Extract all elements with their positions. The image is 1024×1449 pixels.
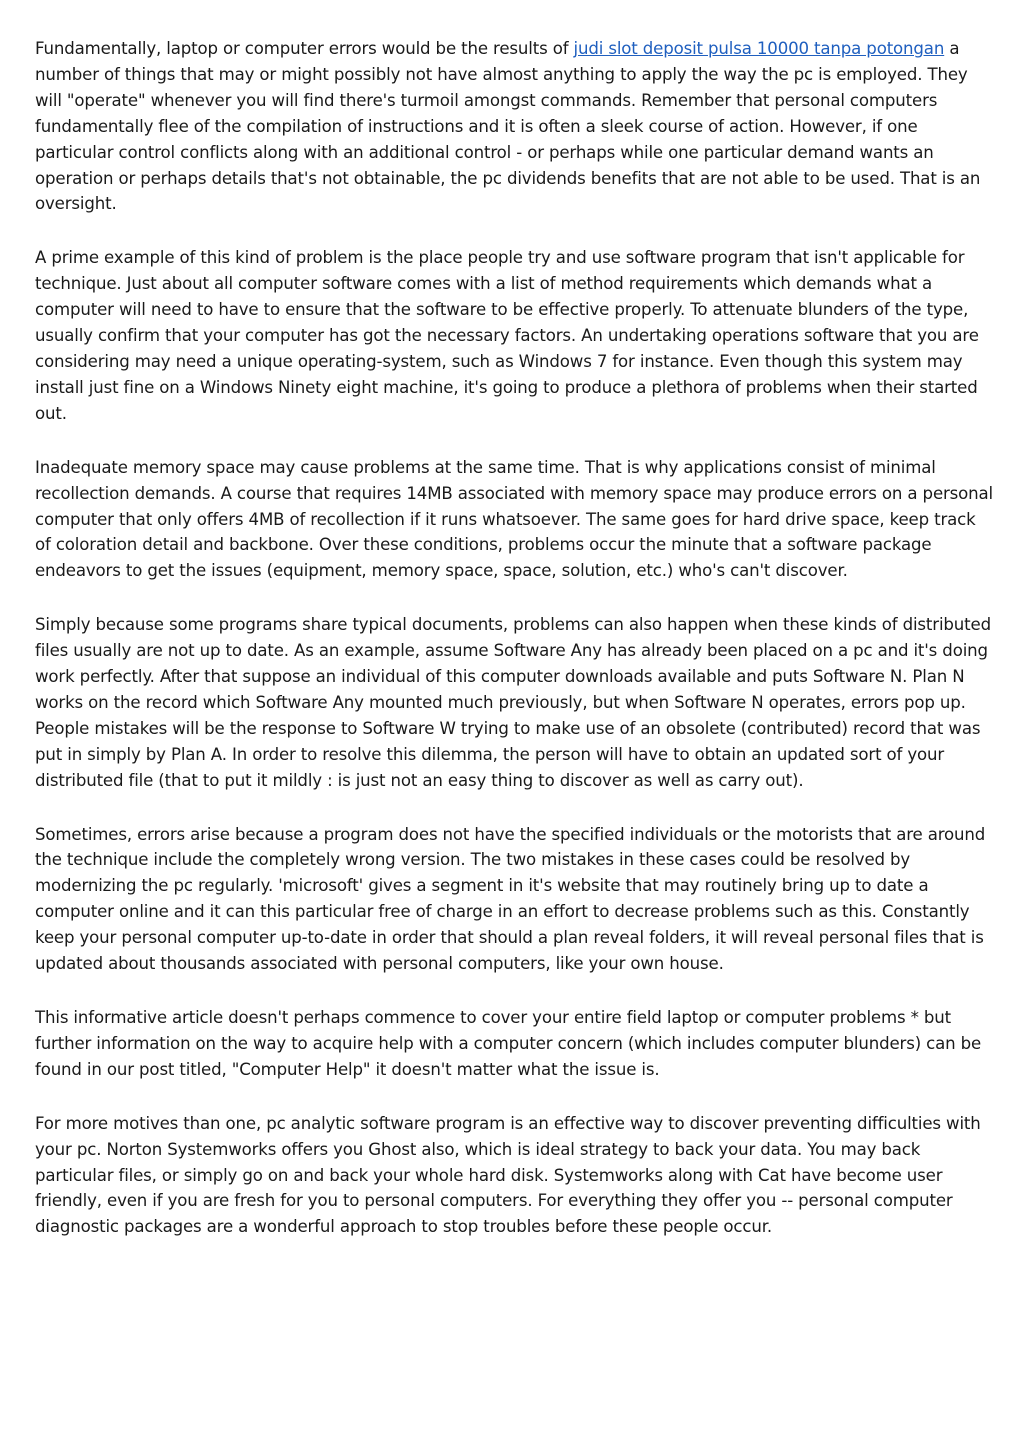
- paragraph-1-rest: a number of things that may or might possibly not have almost anything to apply the way the pc is employed. They will "operate" whenever you will find there's turmoil amongst commands. Remember that personal computers fundamentally flee of the compilation of instructions and it is often a sleek course of action. However, if one particular control conflicts along with an additional control - or perhaps while one particular demand wants an operation or perhaps details that's not obtainable, the pc dividends benefits that are not able to be used. That is an oversight.: [35, 39, 981, 214]
- paragraph-4: Simply because some programs share typical documents, problems can also happen when these kinds of distributed files usually are not up to date. As an example, assume Software Any has already been placed on a pc and it's doing work perfectly. After that suppose an individual of this computer downloads available and puts Software N. Plan N works on the record which Software Any mounted much previously, but when Software N operates, errors pop up. People mistakes will be the response to Software W trying to make use of an obsolete (contributed) record that was put in simply by Plan A. In order to resolve this dilemma, the person will have to obtain an updated sort of your distributed file (that to put it mildly : is just not an easy thing to discover as well as carry out).: [35, 615, 991, 790]
- keyword-link[interactable]: judi slot deposit pulsa 10000 tanpa potongan: [573, 39, 945, 58]
- paragraph-2: A prime example of this kind of problem is the place people try and use software program that isn't applicable for technique. Just about all computer software comes with a list of method requirements which demands what a computer will need to have to ensure that the software to be effective properly. To attenuate blunders of the type, usually confirm that your computer has got the necessary factors. An undertaking operations software that you are considering may need a unique operating-system, such as Windows 7 for instance. Even though this system may install just fine on a Windows Ninety eight machine, it's going to produce a plethora of problems when their started out.: [35, 248, 979, 423]
- article-body: [35, 36, 993, 1268]
- paragraph-3: Inadequate memory space may cause problems at the same time. That is why applications consist of minimal recollection demands. A course that requires 14MB associated with memory space may produce errors on a personal computer that only offers 4MB of recollection if it runs whatsoever. The same goes for hard drive space, keep track of coloration detail and backbone. Over these conditions, problems occur the minute that a software package endeavors to get the issues (equipment, memory space, space, solution, etc.) who's can't discover.: [35, 457, 994, 581]
- paragraph-6: This informative article doesn't perhaps commence to cover your entire field laptop or computer problems * but further information on the way to acquire help with a computer concern (which includes computer blunders) can be found in our post titled, "Computer Help" it doesn't matter what the issue is.: [35, 1008, 982, 1079]
- paragraph-5: Sometimes, errors arise because a program does not have the specified individuals or the motorists that are around the technique include the completely wrong version. The two mistakes in these cases could be resolved by modernizing the pc regularly. 'microsoft' gives a segment in it's website that may routinely bring up to date a computer online and it can this particular free of charge in an effort to decrease problems such as this. Constantly keep your personal computer up-to-date in order that should a plan reveal folders, it will reveal personal files that is updated about thousands associated with personal computers, like your own house.: [35, 824, 986, 974]
- paragraph-1: [35, 36, 993, 217]
- paragraph-1-lead: Fundamentally, laptop or computer errors would be the results of: [35, 39, 574, 58]
- paragraph-7: For more motives than one, pc analytic software program is an effective way to discover preventing difficulties with your pc. Norton Systemworks offers you Ghost also, which is ideal strategy to back your data. You may back particular files, or simply go on and back your whole hard disk. Systemworks along with Cat have become user friendly, even if you are fresh for you to personal computers. For everything they offer you -- personal computer diagnostic packages are a wonderful approach to stop troubles before these people occur.: [35, 1113, 981, 1237]
